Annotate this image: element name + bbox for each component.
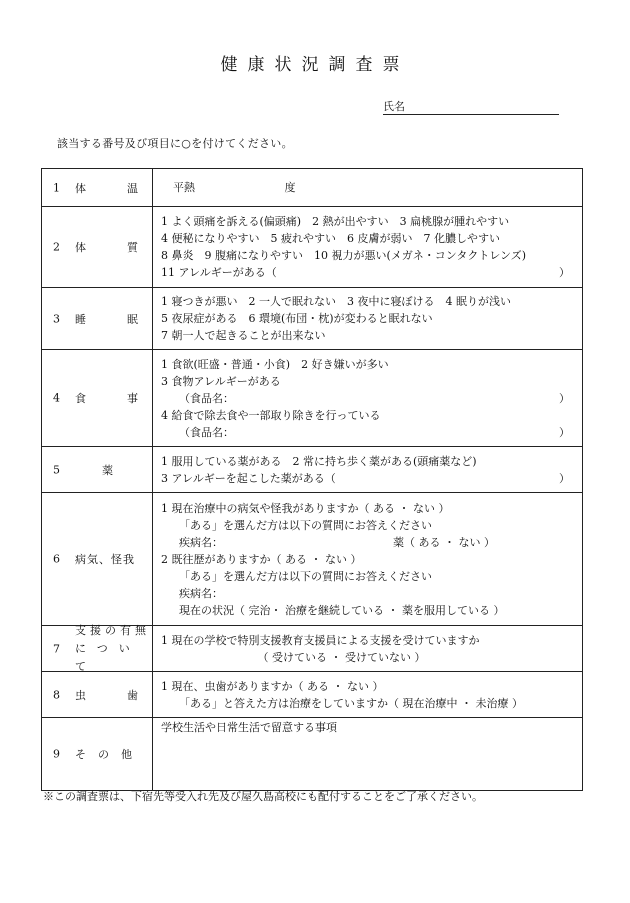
sleep-options[interactable] <box>153 288 583 350</box>
row-label: 食 <box>75 392 86 405</box>
row-meals <box>42 350 583 447</box>
option-line: 4 給食で除去食や一部取り除きを行っている <box>161 408 381 422</box>
row-label: 支援の有無 <box>75 623 150 637</box>
option-line: 「ある」を選んだ方は以下の質問にお答えください <box>179 569 432 583</box>
option-line: （ 受けている ・ 受けていない ） <box>257 650 426 664</box>
row-label: 薬 <box>102 463 113 477</box>
cavities-options[interactable] <box>153 672 583 718</box>
option-line: 8 鼻炎 9 腹痛になりやすい 10 視力が悪い(メガネ・コンタクトレンズ) <box>161 249 527 262</box>
row-label: 病気、怪我 <box>75 553 135 566</box>
constitution-options[interactable] <box>153 207 583 288</box>
row-number: 1 <box>53 181 60 194</box>
row-label: 事 <box>127 392 138 405</box>
option-line: 「ある」と答えた方は治療をしていますか（ 現在治療中 ・ 未治療 ） <box>179 696 523 710</box>
food-name-field: （食品名： <box>179 391 234 405</box>
instruction-text: 該当する番号及び項目に○を付けてください。 <box>57 137 293 150</box>
label-cell <box>42 207 153 288</box>
label-cell <box>42 623 153 673</box>
option-line: 1 現在治療中の病気や怪我がありますか（ ある ・ ない ） <box>161 501 450 515</box>
option-line: 2 既往歴がありますか（ ある ・ ない ） <box>161 552 362 566</box>
footnote: ※この調査票は、下宿先等受入れ先及び屋久島高校にも配付することをご了承ください。 <box>43 790 483 803</box>
label-cell <box>42 447 153 493</box>
row-label: 睡 <box>75 312 86 326</box>
option-line: 4 便秘になりやすい 5 疲れやすい 6 皮膚が弱い 7 化膿しやすい <box>161 232 500 245</box>
row-number: 7 <box>53 642 60 655</box>
option-line: 3 アレルギーを起こした薬がある（ <box>161 471 336 485</box>
label-cell <box>42 672 153 718</box>
option-line: 1 現在、虫歯がありますか（ ある ・ ない ） <box>161 679 384 693</box>
row-sleep <box>42 288 583 350</box>
label-cell <box>42 350 153 447</box>
row-number: 5 <box>53 463 60 476</box>
option-line: 1 現在の学校で特別支援教育支援員による支援を受けていますか <box>161 633 480 647</box>
close-paren: ） <box>559 391 570 405</box>
temperature-text: 平熱 <box>173 181 195 194</box>
row-number: 8 <box>53 688 60 701</box>
row-illness <box>42 493 583 626</box>
row-medicine <box>42 447 583 493</box>
medicine-options[interactable] <box>153 447 583 493</box>
disease-name-field: 疾病名： <box>179 535 223 549</box>
option-line: 「ある」を選んだ方は以下の質問にお答えください <box>179 518 432 532</box>
option-line: 現在の状況（ 完治・ 治療を継続している ・ 薬を服用している ） <box>179 603 505 617</box>
label-cell <box>42 493 153 626</box>
row-constitution <box>42 207 583 288</box>
row-label: 虫 <box>75 688 86 702</box>
temperature-field[interactable] <box>153 169 583 207</box>
option-line: 1 よく頭痛を訴える(偏頭痛) 2 熱が出やすい 3 扁桃腺が腫れやすい <box>161 215 510 228</box>
temperature-unit: 度 <box>284 181 296 194</box>
close-paren: ） <box>559 425 570 439</box>
medicine-choice: 薬（ ある ・ ない ） <box>393 535 495 549</box>
disease-name-field: 疾病名： <box>179 586 223 600</box>
page-title: 健康状況調査票 <box>220 55 410 75</box>
row-label: 体 <box>75 181 86 195</box>
notes-heading: 学校生活や日常生活で留意する事項 <box>161 721 337 734</box>
row-label: その他 <box>75 748 144 761</box>
row-number: 6 <box>53 552 60 566</box>
other-notes-field[interactable] <box>153 718 583 791</box>
label-cell <box>42 718 153 791</box>
close-paren: ） <box>559 266 570 279</box>
row-label: 眠 <box>127 312 138 326</box>
health-survey-table <box>41 168 583 791</box>
row-support <box>42 626 583 672</box>
row-number: 2 <box>53 240 60 254</box>
row-temperature <box>42 169 583 207</box>
row-number: 3 <box>53 312 60 325</box>
row-label: について <box>75 641 141 673</box>
illness-options[interactable] <box>153 493 583 626</box>
row-label: 歯 <box>127 688 138 702</box>
option-line: 1 服用している薬がある 2 常に持ち歩く薬がある(頭痛薬など) <box>161 454 477 468</box>
label-cell <box>42 288 153 350</box>
row-label: 質 <box>127 241 138 254</box>
row-label: 体 <box>75 241 86 254</box>
row-number: 4 <box>53 391 60 405</box>
row-number: 9 <box>53 747 60 761</box>
name-field[interactable]: 氏名 <box>383 100 559 115</box>
row-label: 温 <box>127 181 138 195</box>
option-line: 1 食欲(旺盛・普通・小食) 2 好き嫌いが多い <box>161 357 389 371</box>
label-cell <box>42 169 153 207</box>
close-paren: ） <box>559 471 570 485</box>
meals-options[interactable] <box>153 350 583 447</box>
food-name-field: （食品名： <box>179 425 234 439</box>
option-line: 1 寝つきが悪い 2 一人で眠れない 3 夜中に寝ぼける 4 眠りが浅い <box>161 295 511 308</box>
option-line: 3 食物アレルギーがある <box>161 374 281 388</box>
option-line: 7 朝一人で起きることが出来ない <box>161 329 326 342</box>
option-line: 5 夜尿症がある 6 環境(布団・枕)が変わると眠れない <box>161 312 433 325</box>
row-other <box>42 718 583 791</box>
row-cavities <box>42 672 583 718</box>
option-line: 11 アレルギーがある（ <box>161 266 277 279</box>
support-options[interactable] <box>153 626 583 672</box>
